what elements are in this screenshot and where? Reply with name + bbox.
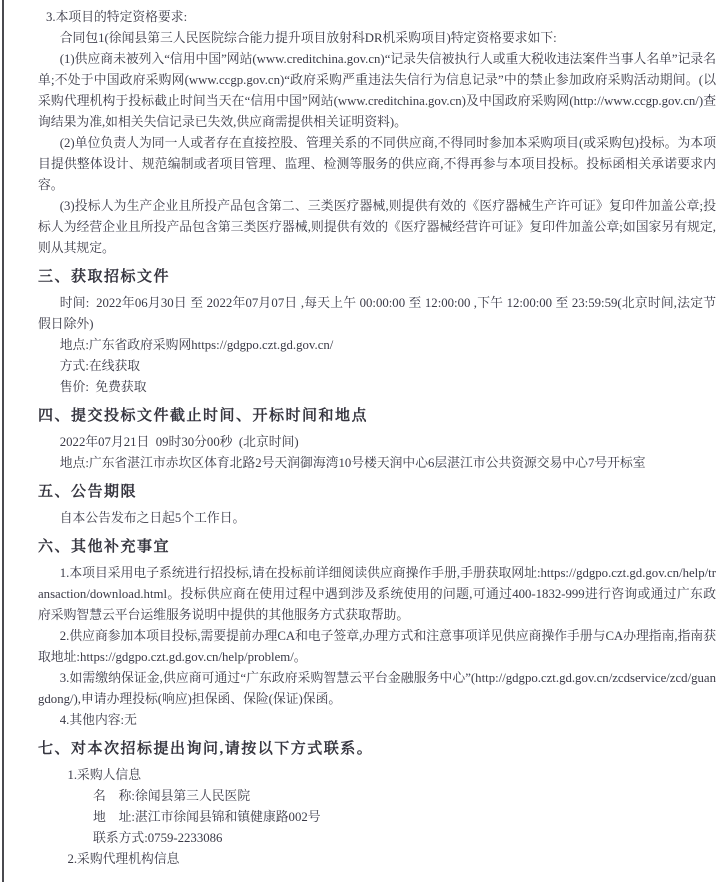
paragraph: 1.采购人信息 (67, 768, 142, 782)
paragraph: 4.其他内容:无 (59, 713, 137, 727)
paragraph: 3.本项目的特定资格要求: (46, 10, 188, 24)
paragraph: 合同包1(徐闻县第三人民医院综合能力提升项目放射科DR机采购项目)特定资格要求如下: (59, 31, 557, 45)
section-heading: 五、公告期限 (38, 484, 138, 500)
paragraph: 自本公告发布之日起5个工作日。 (59, 511, 246, 525)
paragraph: 3.如需缴纳保证金,供应商可通过“广东政府采购智慧云平台金融服务中心”(http://gdgpo.czt.gd.gov.cn/zcdservice/zcd/guangdong/),申请办理投标(响应)担保函、保险(保证)保函。 (38, 671, 716, 706)
paragraph: (3)投标人为生产企业且所投产品包含第二、三类医疗器械,则提供有效的《医疗器械生产许可证》复印件加盖公章;投标人为经营企业且所投产品包含第三类医疗器械,则提供有效的《医疗器械经营许可证》复印件加盖公章;如国家另有规定,则从其规定。 (38, 199, 716, 255)
paragraph: (1)供应商未被列入“信用中国”网站(www.creditchina.gov.cn)“记录失信被执行人或重大税收违法案件当事人名单”记录名单;不处于中国政府采购网(www.ccgp.gov.cn)“政府采购严重违法失信行为信息记录”中的禁止参加政府采购活动期间。(以采购代理机构于投标截止时间当天在“信用中国”网站(www.creditchina.gov.cn)及中国政府采购网(http://www.ccgp.gov.cn/)查询结果为准,如相关失信记录已失效,供应商需提供相关证明资料)。 (38, 52, 716, 129)
page-left-border (2, 0, 4, 882)
paragraph: (2)单位负责人为同一人或者存在直接控股、管理关系的不同供应商,不得同时参加本采购项目(或采购包)投标。为本项目提供整体设计、规范编制或者项目管理、监理、检测等服务的供应商,不得再参与本项目投标。投标函相关承诺要求内容。 (38, 136, 716, 192)
paragraph: 2022年07月21日 09时30分00秒 (北京时间) (59, 435, 299, 449)
paragraph: 售价: 免费获取 (59, 380, 147, 394)
paragraph: 1.本项目采用电子系统进行招投标,请在投标前详细阅读供应商操作手册,手册获取网址:https://gdgpo.czt.gd.gov.cn/help/transaction/download.html。投标供应商在使用过程中遇到涉及系统使用的问题,可通过400-1832-999进行咨询或通过广东政府采购智慧云平台运维服务说明中提供的其他服务方式获取帮助。 (38, 566, 716, 622)
section-heading: 七、对本次招标提出询问,请按以下方式联系。 (38, 741, 374, 757)
contact-line: 联系方式:0759-2233086 (93, 831, 223, 845)
paragraph: 2.采购代理机构信息 (67, 852, 180, 866)
section-heading: 三、获取招标文件 (38, 269, 171, 285)
paragraph: 2.供应商参加本项目投标,需要提前办理CA和电子签章,办理方式和注意事项详见供应商操作手册与CA办理指南,指南获取地址:https://gdgpo.czt.gd.gov.cn/help/problem/。 (38, 629, 716, 664)
contact-line: 地 址:湛江市徐闻县锦和镇健康路002号 (93, 810, 321, 824)
paragraph: 时间: 2022年06月30日 至 2022年07月07日 ,每天上午 00:00:00 至 12:00:00 ,下午 12:00:00 至 23:59:59(北京时间,法定节假日除外) (38, 296, 716, 331)
paragraph: 地点:广东省政府采购网https://gdgpo.czt.gd.gov.cn/ (59, 338, 334, 352)
contact-line: 名 称:徐闻县第三人民医院 (93, 789, 251, 803)
section-heading: 四、提交投标文件截止时间、开标时间和地点 (38, 408, 369, 424)
section-heading: 六、其他补充事宜 (38, 539, 171, 555)
paragraph: 方式:在线获取 (59, 359, 141, 373)
paragraph: 地点:广东省湛江市赤坎区体育北路2号天润御海湾10号楼天润中心6层湛江市公共资源交易中心7号开标室 (59, 456, 646, 470)
